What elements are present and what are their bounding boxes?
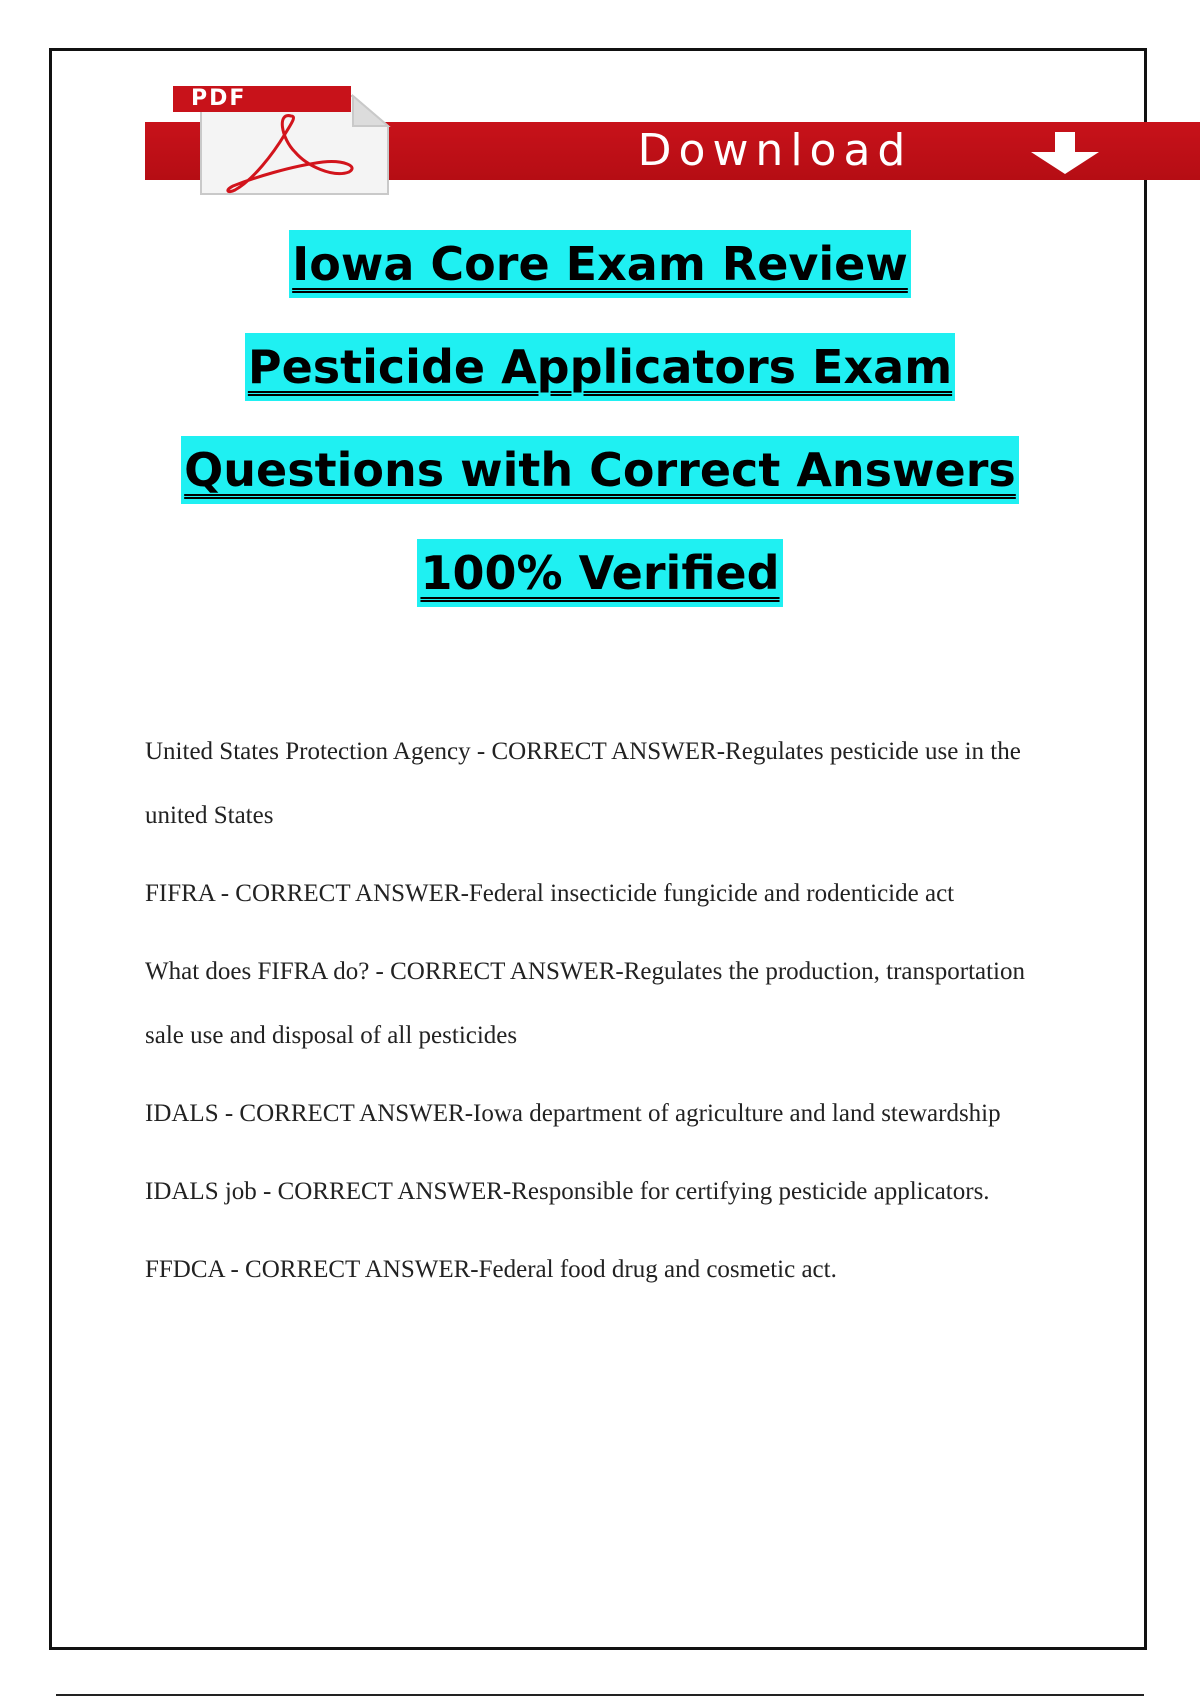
title-line-3: Questions with Correct Answers <box>100 436 1100 539</box>
pdf-file-icon <box>173 82 403 198</box>
title-line-1: Iowa Core Exam Review <box>100 230 1100 333</box>
document-title <box>100 230 1100 642</box>
qa-item-ffdca: FFDCA - CORRECT ANSWER-Federal food drug and cosmetic act. <box>145 1256 837 1283</box>
down-arrow-icon[interactable] <box>1025 128 1105 176</box>
title-line-4: 100% Verified <box>100 539 1100 642</box>
bottom-divider <box>56 1694 1144 1696</box>
title-line-2: Pesticide Applicators Exam <box>100 333 1100 436</box>
qa-item-fifra-role: What does FIFRA do? - CORRECT ANSWER-Regulates the production, transportation sale use and disposal of all pesticides <box>145 958 1026 1049</box>
qa-item-epa: United States Protection Agency - CORRECT ANSWER-Regulates pesticide use in the united States <box>145 738 1021 829</box>
download-banner[interactable] <box>145 78 1200 198</box>
download-label[interactable]: Download <box>637 125 913 176</box>
qa-item-fifra: FIFRA - CORRECT ANSWER-Federal insecticide fungicide and rodenticide act <box>145 880 955 907</box>
qa-item-idals-job: IDALS job - CORRECT ANSWER-Responsible for certifying pesticide applicators. <box>145 1178 990 1205</box>
qa-item-idals: IDALS - CORRECT ANSWER-Iowa department of agriculture and land stewardship <box>145 1100 1001 1127</box>
pdf-badge: PDF <box>173 86 351 112</box>
qa-list <box>145 720 1045 1316</box>
